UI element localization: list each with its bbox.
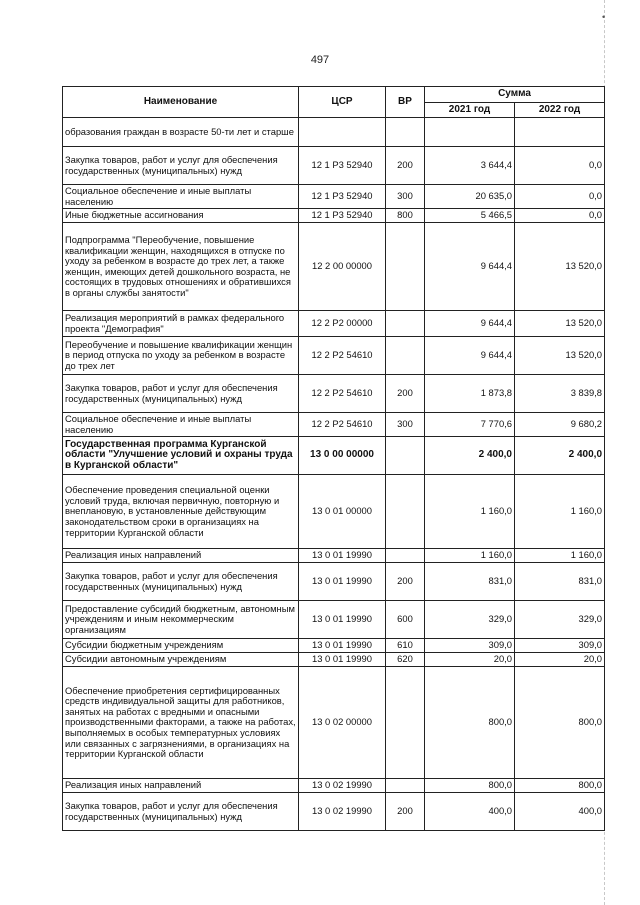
budget-table [62,86,605,831]
row-sum-2022-cell: 831,0 [515,563,605,601]
row-csr-cell: 13 0 01 19990 [299,601,386,639]
row-sum-2022-cell: 0,0 [515,147,605,185]
table-header [63,87,605,118]
table-row [63,185,605,209]
row-name-cell: Закупка товаров, работ и услуг для обеспечения государственных (муниципальных) нужд [63,147,299,185]
row-vr-cell [386,437,425,475]
row-sum-2022-cell: 0,0 [515,185,605,209]
row-csr-cell: 12 2 P2 00000 [299,311,386,337]
row-csr-cell: 13 0 01 19990 [299,549,386,563]
row-name-cell: Иные бюджетные ассигнования [63,209,299,223]
row-sum-2021-cell: 1 873,8 [425,375,515,413]
table-row [63,653,605,667]
row-name-cell: Реализация иных направлений [63,549,299,563]
table-row [63,793,605,831]
row-name-cell: Закупка товаров, работ и услуг для обеспечения государственных (муниципальных) нужд [63,375,299,413]
row-sum-2022-cell: 400,0 [515,793,605,831]
row-sum-2022-cell: 800,0 [515,667,605,779]
row-name-cell: Закупка товаров, работ и услуг для обеспечения государственных (муниципальных) нужд [63,793,299,831]
row-sum-2021-cell: 329,0 [425,601,515,639]
row-csr-cell: 13 0 00 00000 [299,437,386,475]
table-row [63,437,605,475]
table-row [63,779,605,793]
table-row [63,475,605,549]
table-row [63,413,605,437]
row-sum-2022-cell: 309,0 [515,639,605,653]
row-name-cell: Обеспечение приобретения сертифицированных средств индивидуальной защиты для работников, занятых на работах с вредными и опасными производственными факторами, а также на работах, выполняемых в особых температурных условиях или связанных с загрязнениями, в организациях на территории Курганской области [63,667,299,779]
row-csr-cell: 12 2 P2 54610 [299,337,386,375]
row-sum-2021-cell: 7 770,6 [425,413,515,437]
row-name-cell: Субсидии автономным учреждениям [63,653,299,667]
row-sum-2022-cell: 2 400,0 [515,437,605,475]
header-name: Наименование [63,87,299,118]
row-name-cell: Закупка товаров, работ и услуг для обеспечения государственных (муниципальных) нужд [63,563,299,601]
row-vr-cell [386,337,425,375]
row-sum-2022-cell: 13 520,0 [515,223,605,311]
row-sum-2021-cell: 800,0 [425,667,515,779]
row-csr-cell: 13 0 01 19990 [299,639,386,653]
row-sum-2022-cell: 0,0 [515,209,605,223]
row-csr-cell: 12 1 P3 52940 [299,185,386,209]
table-row [63,667,605,779]
table-row [63,337,605,375]
row-sum-2022-cell: 13 520,0 [515,337,605,375]
row-name-cell: Реализация иных направлений [63,779,299,793]
table-row [63,118,605,147]
row-sum-2021-cell: 20 635,0 [425,185,515,209]
row-vr-cell [386,311,425,337]
row-csr-cell: 13 0 01 19990 [299,563,386,601]
row-vr-cell [386,779,425,793]
table-row [63,563,605,601]
header-year-2022: 2022 год [515,102,605,118]
row-sum-2021-cell: 831,0 [425,563,515,601]
row-vr-cell: 200 [386,563,425,601]
table-row [63,311,605,337]
row-sum-2021-cell: 2 400,0 [425,437,515,475]
row-csr-cell: 12 1 P3 52940 [299,147,386,185]
table-body [63,118,605,831]
row-name-cell: Обеспечение проведения специальной оценки условий труда, включая первичную, повторную и внеплановую, в установленные действующим законодательством сроки в организациях на территории Курганской области [63,475,299,549]
row-vr-cell: 200 [386,375,425,413]
row-sum-2021-cell: 9 644,4 [425,223,515,311]
row-sum-2021-cell: 5 466,5 [425,209,515,223]
row-csr-cell: 13 0 02 19990 [299,779,386,793]
row-vr-cell [386,549,425,563]
table-row [63,639,605,653]
row-vr-cell: 620 [386,653,425,667]
row-csr-cell: 12 1 P3 52940 [299,209,386,223]
row-sum-2021-cell: 20,0 [425,653,515,667]
table-row [63,223,605,311]
table-row [63,601,605,639]
row-csr-cell: 13 0 01 00000 [299,475,386,549]
row-csr-cell: 12 2 00 00000 [299,223,386,311]
row-vr-cell [386,667,425,779]
row-name-cell: Предоставление субсидий бюджетным, автономным учреждениям и иным некоммерческим организациям [63,601,299,639]
row-vr-cell [386,223,425,311]
header-sum: Сумма [425,87,605,103]
header-vr: ВР [386,87,425,118]
row-sum-2021-cell: 3 644,4 [425,147,515,185]
row-name-cell: Социальное обеспечение и иные выплаты населению [63,185,299,209]
row-sum-2022-cell [515,118,605,147]
row-sum-2022-cell: 3 839,8 [515,375,605,413]
row-csr-cell [299,118,386,147]
row-sum-2022-cell: 13 520,0 [515,311,605,337]
row-sum-2022-cell: 9 680,2 [515,413,605,437]
row-name-cell: Субсидии бюджетным учреждениям [63,639,299,653]
row-csr-cell: 13 0 02 00000 [299,667,386,779]
row-name-cell: Подпрограмма "Переобучение, повышение квалификации женщин, находящихся в отпуске по уходу за ребенком в возрасте до трех лет, а также женщин, имеющих детей дошкольного возраста, не состоящих в трудовых отношениях и обратившихся в органы службы занятости" [63,223,299,311]
row-sum-2021-cell: 400,0 [425,793,515,831]
row-sum-2021-cell: 800,0 [425,779,515,793]
row-name-cell: Социальное обеспечение и иные выплаты населению [63,413,299,437]
row-csr-cell: 13 0 02 19990 [299,793,386,831]
row-sum-2021-cell: 9 644,4 [425,311,515,337]
row-vr-cell: 300 [386,185,425,209]
row-sum-2022-cell: 1 160,0 [515,549,605,563]
row-sum-2021-cell: 9 644,4 [425,337,515,375]
row-sum-2022-cell: 1 160,0 [515,475,605,549]
header-year-2021: 2021 год [425,102,515,118]
row-vr-cell: 200 [386,147,425,185]
row-sum-2022-cell: 329,0 [515,601,605,639]
row-name-cell: Государственная программа Курганской области "Улучшение условий и охраны труда в Курганской области" [63,437,299,475]
row-name-cell: Переобучение и повышение квалификации женщин в период отпуска по уходу за ребенком в возрасте до трех лет [63,337,299,375]
row-vr-cell: 200 [386,793,425,831]
row-sum-2022-cell: 20,0 [515,653,605,667]
row-name-cell: образования граждан в возрасте 50-ти лет и старше [63,118,299,147]
row-vr-cell: 600 [386,601,425,639]
row-sum-2021-cell [425,118,515,147]
row-sum-2021-cell: 1 160,0 [425,475,515,549]
table-row [63,209,605,223]
row-vr-cell: 800 [386,209,425,223]
row-name-cell: Реализация мероприятий в рамках федерального проекта "Демография" [63,311,299,337]
scan-mark: • [602,12,606,22]
row-vr-cell [386,475,425,549]
page-number: 497 [310,54,330,66]
header-csr: ЦСР [299,87,386,118]
row-vr-cell: 300 [386,413,425,437]
row-sum-2021-cell: 309,0 [425,639,515,653]
row-sum-2022-cell: 800,0 [515,779,605,793]
table-row [63,549,605,563]
table-row [63,375,605,413]
row-csr-cell: 13 0 01 19990 [299,653,386,667]
row-csr-cell: 12 2 P2 54610 [299,413,386,437]
row-vr-cell: 610 [386,639,425,653]
table-row [63,147,605,185]
row-csr-cell: 12 2 P2 54610 [299,375,386,413]
row-vr-cell [386,118,425,147]
row-sum-2021-cell: 1 160,0 [425,549,515,563]
